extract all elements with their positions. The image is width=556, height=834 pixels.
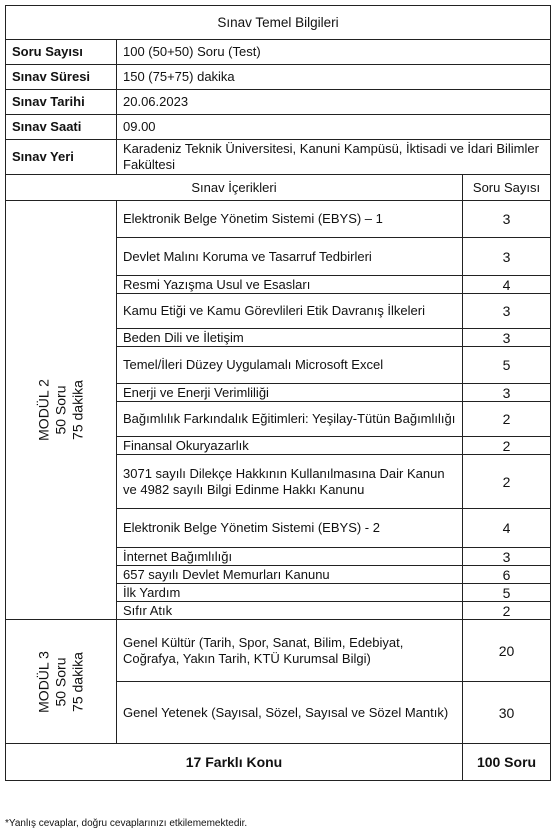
info-value: 100 (50+50) Soru (Test) xyxy=(117,40,551,65)
info-row-time xyxy=(6,115,551,140)
count-cell: 5 xyxy=(463,584,551,602)
topic-cell: Elektronik Belge Yönetim Sistemi (EBYS) - 2 xyxy=(117,509,463,548)
info-value: Karadeniz Teknik Üniversitesi, Kanuni Kampüsü, İktisadi ve İdari Bilimler Fakültesi xyxy=(117,140,551,175)
info-label: Sınav Yeri xyxy=(6,140,117,175)
footer-topics: 17 Farklı Konu xyxy=(6,744,463,781)
footnote: *Yanlış cevaplar, doğru cevaplarınızı etkilememektedir. xyxy=(5,818,248,829)
topic-cell: İnternet Bağımlılığı xyxy=(117,548,463,566)
topic-cell: 3071 sayılı Dilekçe Hakkının Kullanılmasına Dair Kanun ve 4982 sayılı Bilgi Edinme Hakkı Kanunu xyxy=(117,455,463,509)
contents-header-count: Soru Sayısı xyxy=(463,175,551,201)
topic-cell: Enerji ve Enerji Verimliliği xyxy=(117,384,463,402)
table-title: Sınav Temel Bilgileri xyxy=(6,6,551,40)
footer-row xyxy=(6,744,551,781)
count-cell: 3 xyxy=(463,238,551,276)
topic-cell: Resmi Yazışma Usul ve Esasları xyxy=(117,276,463,294)
info-value: 20.06.2023 xyxy=(117,90,551,115)
topic-cell: Temel/İleri Düzey Uygulamalı Microsoft Excel xyxy=(117,347,463,384)
topic-cell: Elektronik Belge Yönetim Sistemi (EBYS) – 1 xyxy=(117,201,463,238)
count-cell: 4 xyxy=(463,509,551,548)
table-row xyxy=(6,620,551,682)
count-cell: 5 xyxy=(463,347,551,384)
info-label: Sınav Süresi xyxy=(6,65,117,90)
module-name: MODÜL 3 xyxy=(35,650,52,713)
count-cell: 2 xyxy=(463,602,551,620)
topic-cell: Devlet Malını Koruma ve Tasarruf Tedbirleri xyxy=(117,238,463,276)
count-cell: 20 xyxy=(463,620,551,682)
info-label: Soru Sayısı xyxy=(6,40,117,65)
count-cell: 3 xyxy=(463,201,551,238)
info-value: 09.00 xyxy=(117,115,551,140)
module-2-label xyxy=(6,201,117,620)
info-row-duration xyxy=(6,65,551,90)
module-duration: 75 dakika xyxy=(69,380,86,440)
topic-cell: Genel Kültür (Tarih, Spor, Sanat, Bilim, Edebiyat, Coğrafya, Yakın Tarih, KTÜ Kurumsal Bilgi) xyxy=(117,620,463,682)
info-value: 150 (75+75) dakika xyxy=(117,65,551,90)
module-questions: 50 Soru xyxy=(52,656,69,707)
count-cell: 2 xyxy=(463,437,551,455)
count-cell: 2 xyxy=(463,455,551,509)
topic-cell: Beden Dili ve İletişim xyxy=(117,329,463,347)
count-cell: 3 xyxy=(463,329,551,347)
module-name: MODÜL 2 xyxy=(35,379,52,441)
count-cell: 2 xyxy=(463,402,551,437)
count-cell: 4 xyxy=(463,276,551,294)
info-row-question-count xyxy=(6,40,551,65)
count-cell: 6 xyxy=(463,566,551,584)
info-label: Sınav Saati xyxy=(6,115,117,140)
info-row-date xyxy=(6,90,551,115)
count-cell: 3 xyxy=(463,548,551,566)
info-label: Sınav Tarihi xyxy=(6,90,117,115)
contents-header-row xyxy=(6,175,551,201)
table-row xyxy=(6,201,551,238)
topic-cell: Genel Yetenek (Sayısal, Sözel, Sayısal ve Sözel Mantık) xyxy=(117,682,463,744)
topic-cell: İlk Yardım xyxy=(117,584,463,602)
info-row-location xyxy=(6,140,551,175)
module-questions: 50 Soru xyxy=(52,385,69,435)
module-3-label xyxy=(6,620,117,744)
module-duration: 75 dakika xyxy=(69,651,86,712)
topic-cell: Sıfır Atık xyxy=(117,602,463,620)
topic-cell: Bağımlılık Farkındalık Eğitimleri: Yeşilay-Tütün Bağımlılığı xyxy=(117,402,463,437)
count-cell: 30 xyxy=(463,682,551,744)
topic-cell: Finansal Okuryazarlık xyxy=(117,437,463,455)
footer-total: 100 Soru xyxy=(463,744,551,781)
exam-info-table xyxy=(5,5,551,781)
contents-header-topic: Sınav İçerikleri xyxy=(6,175,463,201)
count-cell: 3 xyxy=(463,384,551,402)
topic-cell: Kamu Etiği ve Kamu Görevlileri Etik Davranış İlkeleri xyxy=(117,294,463,329)
topic-cell: 657 sayılı Devlet Memurları Kanunu xyxy=(117,566,463,584)
count-cell: 3 xyxy=(463,294,551,329)
